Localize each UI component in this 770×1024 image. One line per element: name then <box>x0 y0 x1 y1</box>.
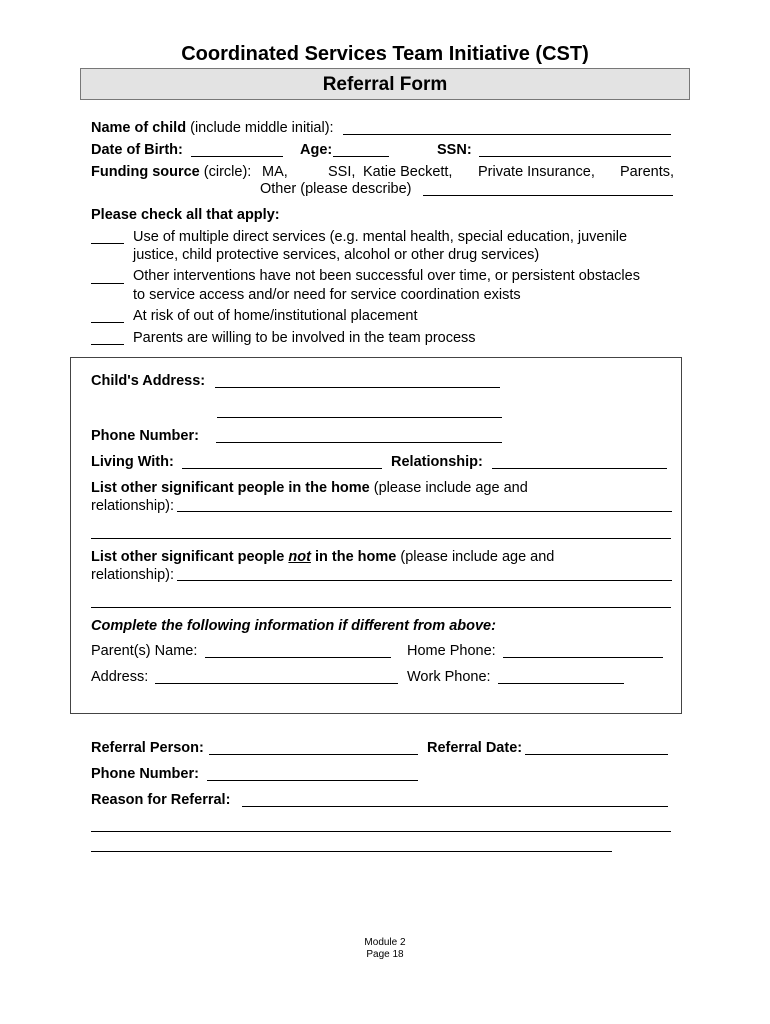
checkbox-parents-willing[interactable] <box>91 344 124 345</box>
in-home-people-field-line2[interactable] <box>91 538 671 539</box>
in-home-people-label: List other significant people in the home <box>91 480 370 496</box>
checklist-heading: Please check all that apply: <box>91 207 280 223</box>
referral-phone-label: Phone Number: <box>91 766 199 782</box>
child-name-row <box>91 120 334 136</box>
not-home-emphasis: not <box>288 549 311 565</box>
checklist-item-4: Parents are willing to be involved in the team process <box>133 330 476 346</box>
checkbox-at-risk[interactable] <box>91 322 124 323</box>
not-home-people-label-1: List other significant people <box>91 549 285 565</box>
referral-reason-field[interactable] <box>242 806 668 807</box>
form-subtitle: Referral Form <box>322 74 448 95</box>
in-home-relationship-label: relationship): <box>91 498 175 514</box>
referral-date-field[interactable] <box>525 754 668 755</box>
childs-address-field[interactable] <box>215 387 500 388</box>
living-with-field[interactable] <box>182 468 382 469</box>
not-home-people-field-line2[interactable] <box>91 607 671 608</box>
funding-row <box>91 164 251 180</box>
age-label: Age: <box>300 142 333 158</box>
in-home-people-row <box>91 480 528 496</box>
checkbox-other-interventions[interactable] <box>91 283 124 284</box>
ssn-label: SSN: <box>437 142 472 158</box>
referral-person-label: Referral Person: <box>91 740 204 756</box>
home-phone-field[interactable] <box>503 657 663 658</box>
funding-other-field[interactable] <box>423 195 673 196</box>
in-home-people-field[interactable] <box>177 511 672 512</box>
funding-option-ma[interactable]: MA, <box>262 164 288 180</box>
work-phone-label: Work Phone: <box>407 669 491 685</box>
form-title: Coordinated Services Team Initiative (CST) <box>181 43 589 65</box>
not-home-relationship-label: relationship): <box>91 567 175 583</box>
relationship-label: Relationship: <box>391 454 483 470</box>
funding-option-katie-beckett[interactable]: Katie Beckett, <box>363 164 453 180</box>
relationship-field[interactable] <box>492 468 667 469</box>
checklist-item-1-line2: justice, child protective services, alcohol or other drug services) <box>133 247 540 263</box>
checklist-item-1-line1: Use of multiple direct services (e.g. mental health, special education, juvenile <box>133 229 628 245</box>
checklist-item-3: At risk of out of home/institutional placement <box>133 308 418 324</box>
living-with-label: Living With: <box>91 454 174 470</box>
footer-page: Page 18 <box>366 949 404 960</box>
checklist-item-2-line2: to service access and/or need for service coordination exists <box>133 287 521 303</box>
funding-label: Funding source <box>91 164 200 180</box>
address2-field[interactable] <box>155 683 398 684</box>
ssn-field[interactable] <box>479 156 671 157</box>
childs-address-label: Child's Address: <box>91 373 206 389</box>
not-home-people-label-2: in the home <box>314 549 397 565</box>
childs-address-field-line2[interactable] <box>217 417 502 418</box>
dob-field[interactable] <box>191 156 283 157</box>
funding-option-private-insurance[interactable]: Private Insurance, <box>478 164 595 180</box>
referral-date-label: Referral Date: <box>427 740 523 756</box>
address-section-box <box>70 357 682 714</box>
alt-info-heading: Complete the following information if different from above: <box>91 618 496 634</box>
referral-reason-field-line3[interactable] <box>91 851 612 852</box>
dob-label: Date of Birth: <box>91 142 183 158</box>
checkbox-multiple-services[interactable] <box>91 243 124 244</box>
funding-note: (circle): <box>203 164 252 180</box>
not-home-people-row <box>91 549 554 565</box>
phone-number-label: Phone Number: <box>91 428 199 444</box>
child-name-field[interactable] <box>343 134 671 135</box>
not-home-people-field[interactable] <box>177 580 672 581</box>
checklist-item-2-line1: Other interventions have not been successful over time, or persistent obstacles <box>133 268 640 284</box>
work-phone-field[interactable] <box>498 683 624 684</box>
parents-name-field[interactable] <box>205 657 391 658</box>
referral-person-field[interactable] <box>209 754 418 755</box>
referral-reason-label: Reason for Referral: <box>91 792 231 808</box>
referral-reason-field-line2[interactable] <box>91 831 671 832</box>
footer-module: Module 2 <box>364 937 406 948</box>
funding-option-parents[interactable]: Parents, <box>620 164 674 180</box>
address2-label: Address: <box>91 669 149 685</box>
parents-name-label: Parent(s) Name: <box>91 643 198 659</box>
funding-other-label: Other (please describe) <box>260 181 412 197</box>
home-phone-label: Home Phone: <box>407 643 496 659</box>
not-home-people-note: (please include age and <box>400 549 555 565</box>
child-name-note: (include middle initial): <box>190 120 334 136</box>
in-home-people-note: (please include age and <box>373 480 528 496</box>
child-name-label: Name of child <box>91 120 187 136</box>
referral-phone-field[interactable] <box>207 780 418 781</box>
funding-option-ssi[interactable]: SSI, <box>328 164 356 180</box>
age-field[interactable] <box>333 156 389 157</box>
phone-number-field[interactable] <box>216 442 502 443</box>
